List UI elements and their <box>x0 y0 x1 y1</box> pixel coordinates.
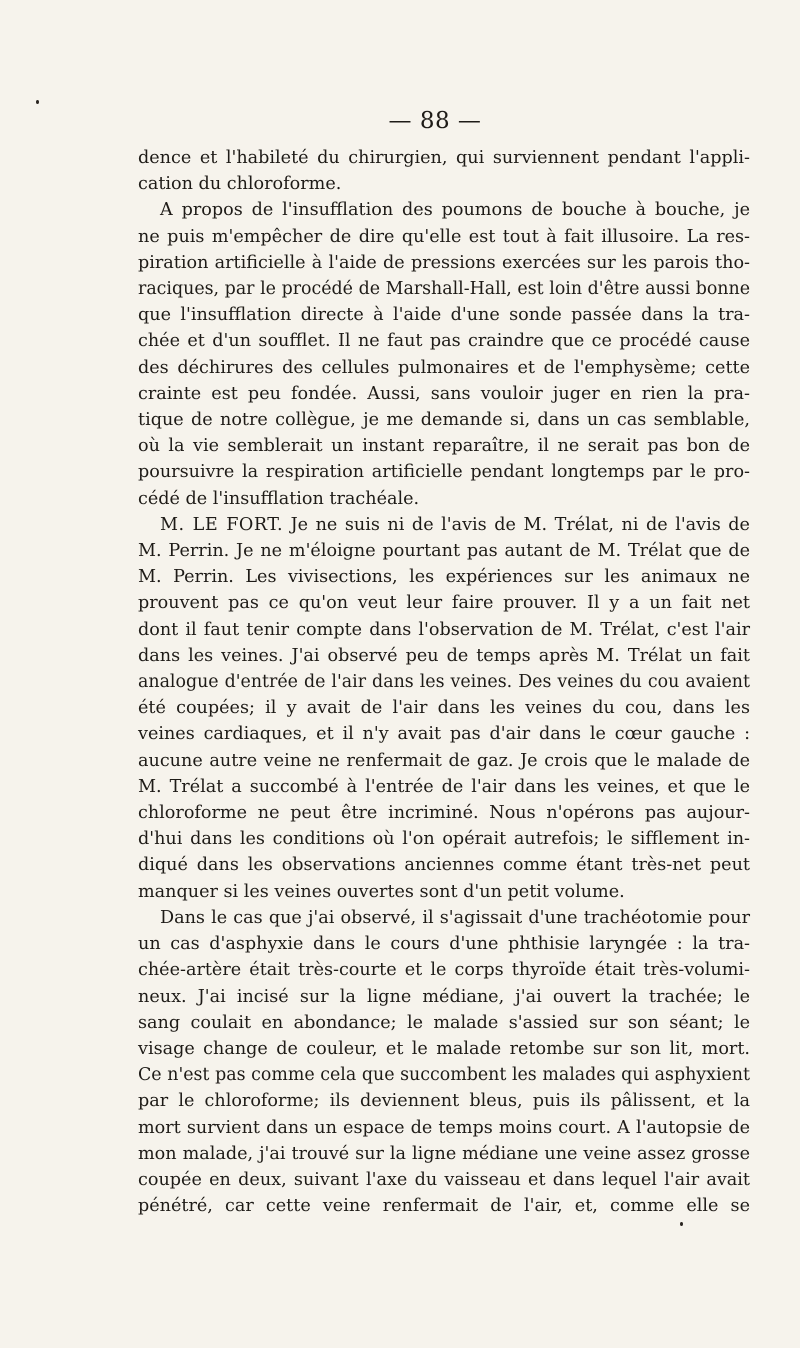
text-line <box>138 433 750 459</box>
line-text: poursuivre la respiration artificielle pendant longtemps par le pro- <box>138 462 750 483</box>
line-text: été coupées; il y avait de l'air dans les veines du cou, dans les <box>138 698 750 719</box>
text-line <box>138 512 750 538</box>
text-line <box>138 486 750 512</box>
line-text: chée-artère était très-courte et le corps thyroïde était très-volumi- <box>138 960 750 981</box>
line-text: dans les veines. J'ai observé peu de temps après M. Trélat un fait <box>138 645 750 666</box>
line-text: cation du chloroforme. <box>138 174 342 195</box>
line-text: M. Perrin. Les vivisections, les expériences sur les animaux ne <box>138 567 750 588</box>
page-number: — 88 — <box>388 108 482 134</box>
line-text: visage change de couleur, et le malade retombe sur son lit, mort. <box>138 1038 750 1059</box>
text-line <box>138 1088 750 1114</box>
line-text: Dans le cas que j'ai observé, il s'agissait d'une trachéotomie pour <box>160 907 750 928</box>
text-line <box>138 643 750 669</box>
text-line <box>138 1167 750 1193</box>
line-text: aucune autre veine ne renfermait de gaz. Je crois que le malade de <box>138 750 750 771</box>
text-line <box>138 355 750 381</box>
line-text: cédé de l'insufflation trachéale. <box>138 488 420 509</box>
line-text: mon malade, j'ai trouvé sur la ligne médiane une veine assez grosse <box>138 1143 750 1164</box>
line-text: Je ne suis ni de l'avis de M. Trélat, ni de l'avis de <box>283 514 750 535</box>
text-line <box>138 879 750 905</box>
text-line <box>138 407 750 433</box>
text-line <box>138 1193 750 1219</box>
line-text: ne puis m'empêcher de dire qu'elle est tout à fait illusoire. La res- <box>138 226 750 247</box>
text-line <box>138 695 750 721</box>
text-line <box>138 774 750 800</box>
line-text: dence et l'habileté du chirurgien, qui surviennent pendant l'appli- <box>138 148 750 168</box>
text-line <box>138 931 750 957</box>
text-line <box>138 538 750 564</box>
text-line <box>138 171 750 197</box>
line-text: dont il faut tenir compte dans l'observation de M. Trélat, c'est l'air <box>138 619 750 640</box>
ink-speck <box>680 1222 683 1226</box>
body-text <box>138 145 750 1219</box>
line-text: par le chloroforme; ils deviennent bleus, puis ils pâlissent, et la <box>138 1091 750 1112</box>
text-line <box>138 1010 750 1036</box>
text-line <box>138 276 750 302</box>
line-text: chloroforme ne peut être incriminé. Nous n'opérons pas aujour- <box>138 803 750 824</box>
text-line <box>138 590 750 616</box>
line-text: piration artificielle à l'aide de pressions exercées sur les parois tho- <box>138 252 750 273</box>
line-text: des déchirures des cellules pulmonaires et de l'emphysème; cette <box>138 357 750 378</box>
text-line <box>138 669 750 695</box>
line-text: veines cardiaques, et il n'y avait pas d'air dans le cœur gauche : <box>138 724 750 745</box>
line-text: pénétré, car cette veine renfermait de l'air, et, comme elle se <box>138 1196 750 1217</box>
text-line <box>138 250 750 276</box>
line-text: que l'insufflation directe à l'aide d'une sonde passée dans la tra- <box>138 305 750 326</box>
line-text: prouvent pas ce qu'on veut leur faire prouver. Il y a un fait net <box>138 593 750 614</box>
line-text: A propos de l'insufflation des poumons de bouche à bouche, je <box>160 200 750 221</box>
line-text: mort survient dans un espace de temps moins court. A l'autopsie de <box>138 1117 750 1138</box>
line-text: d'hui dans les conditions où l'on opérait autrefois; le sifflement in- <box>138 829 750 850</box>
line-text: Ce n'est pas comme cela que succombent les malades qui asphyxient <box>138 1065 750 1086</box>
line-text: M. Trélat a succombé à l'entrée de l'air dans les veines, et que le <box>138 776 750 797</box>
text-line <box>138 1141 750 1167</box>
line-text: coupée en deux, suivant l'axe du vaisseau et dans lequel l'air avait <box>138 1169 750 1190</box>
ink-speck <box>36 100 39 104</box>
line-text: crainte est peu fondée. Aussi, sans vouloir juger en rien la pra- <box>138 383 750 404</box>
line-text: sang coulait en abondance; le malade s'assied sur son séant; le <box>138 1012 750 1033</box>
text-line <box>138 564 750 590</box>
speaker-name: M. LE FORT. <box>160 514 284 535</box>
text-line <box>138 459 750 485</box>
text-line <box>138 197 750 223</box>
line-text: tique de notre collègue, je me demande si, dans un cas semblable, <box>138 410 750 431</box>
text-line <box>138 145 750 171</box>
text-line <box>138 905 750 931</box>
text-line <box>138 957 750 983</box>
text-line <box>138 800 750 826</box>
text-line <box>138 852 750 878</box>
text-line <box>138 381 750 407</box>
text-line <box>138 748 750 774</box>
line-text: neux. J'ai incisé sur la ligne médiane, j'ai ouvert la trachée; le <box>138 986 750 1007</box>
text-line <box>138 826 750 852</box>
text-line <box>138 617 750 643</box>
line-text: analogue d'entrée de l'air dans les veines. Des veines du cou avaient <box>138 672 750 693</box>
text-line <box>138 984 750 1010</box>
text-line <box>138 224 750 250</box>
line-text: raciques, par le procédé de Marshall-Hall, est loin d'être aussi bonne <box>138 279 750 300</box>
line-text: diqué dans les observations anciennes comme étant très-net peut <box>138 855 750 876</box>
line-text: M. Perrin. Je ne m'éloigne pourtant pas autant de M. Trélat que de <box>138 541 750 562</box>
text-line <box>138 721 750 747</box>
line-text: chée et d'un soufflet. Il ne faut pas craindre que ce procédé cause <box>138 331 750 352</box>
text-line <box>138 1036 750 1062</box>
text-line <box>138 1062 750 1088</box>
line-text: un cas d'asphyxie dans le cours d'une phthisie laryngée : la tra- <box>138 934 750 955</box>
text-line <box>138 1115 750 1141</box>
text-line <box>138 302 750 328</box>
line-text: où la vie semblerait un instant reparaître, il ne serait pas bon de <box>138 436 750 457</box>
text-line <box>138 328 750 354</box>
line-text: manquer si les veines ouvertes sont d'un petit volume. <box>138 881 625 902</box>
